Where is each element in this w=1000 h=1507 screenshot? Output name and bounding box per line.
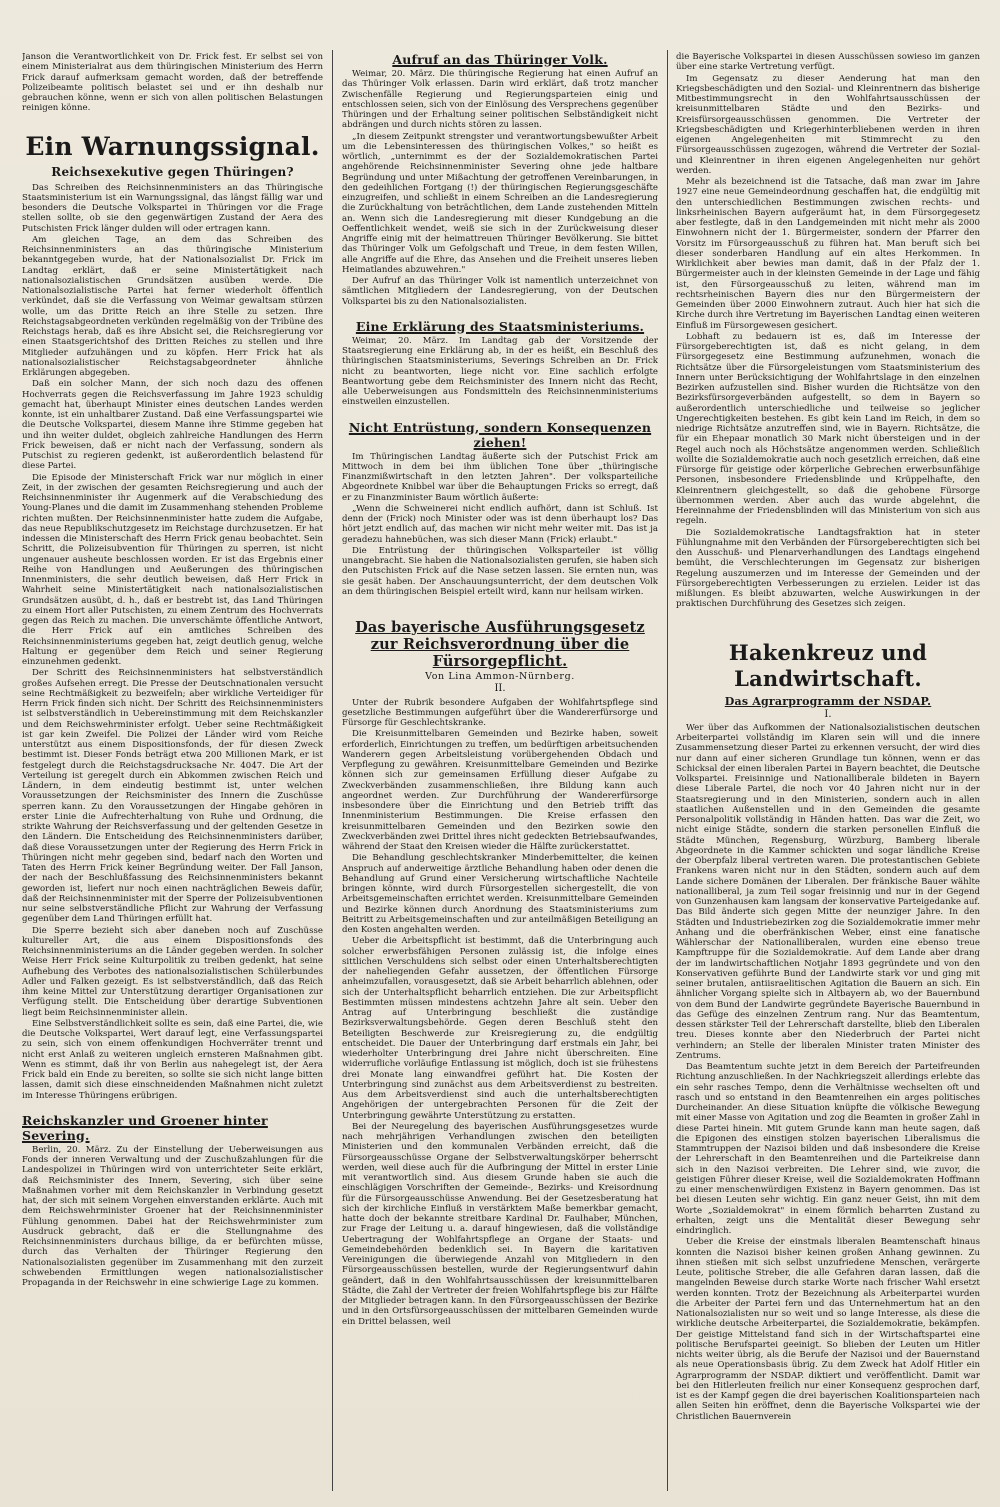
column-left: [22, 52, 323, 1487]
intro-paragraph: Janson die Verantwortlichkeit von Dr. Frick fest. Er selbst sei von einem Ministerialrat aus dem thüringischen Ministerium des Herrn Frick darauf aufmerksam gemacht worden, daß der betreffende Polizeibeamte politisch belastet sei und er ihn deshalb nur gebrauchen könne, wenn er sich von allen politischen Belastungen reinigen könne.: [22, 52, 323, 114]
headline-ausfuehrungsgesetz: Das bayerische Ausführungsgesetz zur Reichsverordnung über die Fürsorgepflicht.: [355, 619, 645, 670]
article-paragraph: Die Sperre bezieht sich aber daneben noch auf Zuschüsse kultureller Art, die aus einem Dispositionsfonds des Reichsinnenministeriums an die Länder gegeben werden. In solcher Weise Herr Frick seine Kulturpolitik zu treiben gedenkt, hat seine Aufhebung des Verbotes des nationalsozialistischen Schülerbundes Adler und Falken gezeigt. Es ist selbstverständlich, daß das Reich ihm keine Mittel zur Unterstützung derartiger Organisationen zur Verfügung stellt. Die Entscheidung über derartige Subventionen liegt beim Reichsinnenminister allein.: [22, 925, 323, 1018]
article-paragraph: „Wenn die Schweinerei nicht endlich aufhört, dann ist Schluß. Ist denn der (Frick) noch Minister oder was ist denn überhaupt los? Das hört jetzt endlich auf, das machen wir nicht mehr weiter mit. Das ist ja geradezu hahnebüchen, was sich dieser Mann (Frick) erlaubt.": [342, 503, 658, 545]
byline: Von Lina Ammon-Nürnberg.: [425, 671, 575, 682]
subheadline-agrarprogramm: Das Agrarprogramm der NSDAP.: [724, 694, 932, 708]
article-paragraph: Im Thüringischen Landtag äußerte sich der Putschist Frick am Mittwoch in dem bei ihm üblichen Tone über „thüringische Finanzmißwirtschaft in den letzten Jahren". Der volksparteiliche Abgeordnete Knibbel war über die Behauptungen Fricks so erregt, daß er zu Finanzminister Baum wörtlich äußerte:: [342, 451, 658, 503]
article-paragraph: Am gleichen Tage, an dem das Schreiben des Reichsinnenministers an das thüringische Ministerium bekanntgegeben wurde, hat der Nationalsozialist Dr. Frick im Landtag erklärt, daß er seine Ministertätigkeit nach nationalsozialistischen Grundsätzen ausüben werde. Die Nationalsozialistische Partei hat ferner wiederholt öffentlich verkündet, daß sie die Verfassung von Weimar gewaltsam stürzen wolle, um das Dritte Reich an ihre Stelle zu setzen. Ihre Reichstagsabgeordneten verkünden regelmäßig von der Tribüne des Reichstags herab, daß es ihre Absicht sei, die Reichsregierung vor einen Staatsgerichtshof des Dritten Reiches zu stellen und ihre Mitglieder aufzuhängen und zu köpfen. Herr Frick hat als nationalsozialistischer Reichstagsabgeordneter ähnliche Erklärungen abgegeben.: [22, 234, 323, 378]
article-paragraph: Die Entrüstung der thüringischen Volksparteiler ist völlig unangebracht. Sie haben die Nationalsozialisten gerufen, sie haben sich den Putschisten Frick auf die Nase setzen lassen. Sie ernten nun, was sie gesät haben. Der Anschauungsunterricht, der dem deutschen Volk an dem thüringischen Beispiel erteilt wird, kann nur heilsam wirken.: [342, 545, 658, 597]
headline-erklaerung: Eine Erklärung des Staatsministeriums.: [355, 318, 645, 334]
article-paragraph: Lobhaft zu bedauern ist es, daß im Interesse der Fürsorgeberechtigten ist, daß es nicht gelang, in dem Fürsorgegesetz eine Bestimmung aufzunehmen, wonach die Richtsätze über die Fürsorgeleistungen vom Staatsministerium des Innern unter Berücksichtigung der Wohlfahrtslage in den einzelnen Bezirken aufzustellen sind. Bisher wurden die Richtsätze von den Bezirksfürsorgeverbänden aufgestellt, so dem in Bayern so außerordentlich unterschiedliche und teilweise so jeglicher Ungerechtigkeiten bestehen. Es gibt kein Land im Reich, in dem so niedrige Richtsätze anzutreffen sind, wie in Bayern. Richtsätze, die für ein Ehepaar monatlich 30 Mark nicht übersteigen und in der Regel auch noch als Höchstsätze angenommen werden. Schließlich wollte die Sozialdemokratie auch noch gesetzlich erreichen, daß eine Fürsorge für geistige oder körperliche Gebrechen erwerbsunfähige Personen, insbesondere Friedensblinde und Krüppelhafte, den Kleinrentnern gleichgestellt, so daß die gehobene Fürsorge übernommen werden. Aber auch das wurde abgelehnt, die Hereinnahme der Friedensblinden will das Ministerium von sich aus regeln.: [676, 331, 980, 527]
column-right: [676, 52, 980, 1487]
article-paragraph: Die Sozialdemokratische Landtagsfraktion hat in steter Fühlungnahme mit den Verbänden der Fürsorgeberechtigten sich bei den Ausschuß- und Plenarverhandlungen des Landtags eingehend bemüht, die Verschlechterungen im Gegensatz zur bisherigen Regelung auszumerzen und im Interesse der Gemeinden und der Fürsorgeberechtigten Verbesserungen zu erzielen. Leider ist das mißlungen. Es bleibt abzuwarten, welche Auswirkungen in der praktischen Durchführung des Gesetzes sich zeigen.: [676, 527, 980, 610]
headline-aufruf: Aufruf an das Thüringer Volk.: [392, 52, 608, 67]
headline-konsequenzen: Nicht Entrüstung, sondern Konsequenzen ziehen!: [348, 419, 652, 450]
article-paragraph: Die Kreisunmittelbaren Gemeinden und Bezirke haben, soweit erforderlich, Einrichtungen zu treffen, um bedürftigen arbeitsuchenden Wanderern gegen Arbeitsleistung vorübergehenden Obdach und Verpflegung zu gewähren. Kreisunmittelbare Gemeinden und Bezirke können sich zur gemeinsamen Erfüllung dieser Aufgabe zu Zweckverbänden zusammenschließen, ihre Bildung kann auch angeordnet werden. Zur Durchführung der Wandererfürsorge insbesondere über die Einrichtung und den Betrieb trifft das Innenministerium Bestimmungen. Die Kreise erfassen den kreisunmittelbaren Gemeinden und den Bezirken sowie den Zweckverbänden zwei Drittel ihres nicht gedeckten Betriebsaufwandes, während der Staat den Kreisen wieder die Hälfte zurückerstattet.: [342, 729, 658, 852]
article-paragraph: Ueber die Arbeitspflicht ist bestimmt, daß die Unterbringung auch solcher erwerbsfähigen Personen zulässig ist, die infolge eines sittlichen Verschuldens sich selbst oder einen Unterhaltsberechtigten der naheliegenden Gefahr aussetzen, der öffentlichen Fürsorge anheimzufallen, vorausgesetzt, daß sie Arbeit beharrlich ablehnen, oder sich der Unterhaltspflicht beharrlich entziehen. Die zur Arbeitspflicht Bestimmten müssen mindestens achtzehn Jahre alt sein. Ueber den Antrag auf Unterbringung beschließt die zuständige Bezirksverwaltungsbehörde. Gegen deren Beschluß steht den Beteiligten Beschwerde zur Kreisregierung zu, die endgültig entscheidet. Die Dauer der Unterbringung darf erstmals ein Jahr, bei wiederholter Unterbringung drei Jahre nicht überschreiten. Eine widerrufliche vorläufige Entlassung ist möglich, doch ist sie frühestens drei Monate lang einwandfrei geführt hat. Die Kosten der Unterbringung sind zunächst aus dem Arbeitsverdienst zu bestreiten. Aus dem Arbeitsverdienst sind auch die unterhaltsberechtigten Angehörigen der untergebrachten Personen für die Zeit der Unterbringung gewährte Unterstützung zu erstatten.: [342, 936, 658, 1121]
headline-warnungssignal: Ein Warnungssignal.: [25, 131, 320, 161]
article-paragraph: Weimar, 20. März. Im Landtag gab der Vorsitzende der Staatsregierung eine Erklärung ab, in der es heißt, ein Beschluß des thüringischen Staatsministeriums, Severings Schreiben an Dr. Frick nicht zu beantworten, liege nicht vor. Eine sachlich erfolgte Beantwortung gebe dem Reichsminister des Innern nicht das Recht, alle Ueberweisungen aus Fondsmitteln des Reichsinnenministeriums einstweilen einzustellen.: [342, 335, 658, 408]
article-paragraph: Das Beamtentum suchte jetzt in dem Bereich der Parteifreunden Richtung anzuschließen. In der Nachkriegszeit allerdings erlebte das ein sehr rasches Tempo, denn die Verhältnisse wechselten oft und rasch und so entstand in den Beamtenreihen ein arges politisches Durcheinander. An diese Situation knüpfte die völkische Bewegung mit einer Masse von Agitation und zog die Beamten in großer Zahl in diese Partei hinein. Mit gutem Grunde kann man heute sagen, daß die Epigonen des einstigen stolzen bayerischen Liberalismus die Stammtruppen der Nazisoi bilden und daß insbesondere die Kreise der Lehrerschaft in den Beamtenreihen und die Parteikreise dann sich in den Nazisoi verbreiten. Die Lehrer sind, wie zuvor, die geistigen Führer dieser Kreise, weil die Sozialdemokraten Hoffmann zu einer menschenwürdigen Existenz in Bayern genommen. Das ist bei diesen Leuten sehr wichtig. Ein ganz neuer Geist, ihn mit dem Worte „Sozialdemokrat" in einem förmlich beharrten Zustand zu erhalten, zeigt uns die Mentalität dieser Bewegung sehr eindringlich.: [676, 1062, 980, 1236]
article-paragraph: Eine Selbstverständlichkeit sollte es sein, daß eine Partei, die, wie die Deutsche Volkspartei, Wert darauf legt, eine Verfassungspartei zu sein, sich von einem offenkundigen Hochverräter trennt und nicht erst Anlaß zu weiteren ungleich ernsteren Maßnahmen gibt. Wenn es stimmt, daß ihr von Berlin aus nahegelegt ist, der Aera Frick bald ein Ende zu bereiten, so sollte sie sich nicht lange bitten lassen, damit sich diese einschneidenden Maßnahmen nicht zuletzt im Interesse Thüringens erübrigen.: [22, 1018, 323, 1101]
article-paragraph: Die Episode der Ministerschaft Frick war nur möglich in einer Zeit, in der zwischen der gesamten Reichsregierung und auch der Reichsinnenminister ihr Augenmerk auf die Verabschiedung des Young-Planes und die damit im Zusammenhang stehenden Probleme richten mußten. Der Reichsinnenminister hatte zudem die Aufgabe, das neue Republikschutzgesetz im Reichstage durchzusetzen. Er hat indessen die Ministerschaft des Herrn Frick genau beobachtet. Sein Schritt, die Polizeisubvention für Thüringen zu sperren, ist nicht ungenauer ausheute beschlossen worden. Er ist das Ergebnis einer Reihe von Handlungen und Aeußerungen des thüringischen Innenministers, die sehr deutlich beweisen, daß Herr Frick in Wahrheit seine Ministertätigkeit nach nationalsozialistischen Grundsätzen ausübt, d. h., daß er bestrebt ist, das Land Thüringen zu einem Hort aller Putschisten, zu einem Zentrum des Hochverrats gegen das Reich zu machen. Die unverschämte öffentliche Antwort, die Herr Frick auf ein amtliches Schreiben des Reichsinnenministeriums gegeben hat, zeigt deutlich genug, welche Haltung er gegenüber dem Reich und seiner Regierung einzunehmen gedenkt.: [22, 472, 323, 667]
article-paragraph: Das Schreiben des Reichsinnenministers an das Thüringische Staatsministerium ist ein Warnungssignal, das längst fällig war und besonders die Deutsche Volkspartei in Thüringen vor die Frage stellen sollte, ob sie den gegenwärtigen Zustand der Aera des Putschisten Frick länger dulden will oder ertragen kann.: [22, 182, 323, 234]
article-paragraph: Bei der Neuregelung des bayerischen Ausführungsgesetzes wurde nach mehrjährigen Verhandlungen zwischen den beteiligten Ministerien und den kommunalen Verbänden erreicht, daß die Fürsorgeausschüsse Organe der Selbstverwaltungskörper beherrscht werden, weil diese auch für die Aufbringung der Mittel in erster Linie mit verantwortlich sind. Aus diesem Grunde haben sie auch die einschlägigen Vorschriften der Gemeinde-, Bezirks- und Kreisordnung für die Fürsorgeausschüsse Anwendung. Bei der Gesetzesberatung hat sich der kirchliche Einfluß in verstärktem Maße bemerkbar gemacht, hatte doch der bekannte streitbare Kardinal Dr. Faulhaber, München, zur Frage der Leitung u. a. darauf hingewiesen, daß die vollständige Uebertragung der Wohlfahrtspflege an Organe der Staats- und Gemeindebehörden bedenklich sei. In Bayern die karitativen Vereinigungen die überwiegende Anzahl von Mitgliedern in den Fürsorgeausschüssen bestellen, wurde der Regierungsentwurf dahin geändert, daß in den Wohlfahrtsausschüssen der kreisunmittelbaren Städte, die Zahl der Vertreter der freien Wohlfahrtspflege bis zur Hälfte der Mitglieder betragen kann. In den Fürsorgeausschüssen der Bezirke und in den Ortsfürsorgeausschüssen der mittelbaren Gemeinden wurde ein Drittel belassen, weil: [342, 1121, 658, 1327]
article-paragraph: Die Behandlung geschlechtskranker Minderbemittelter, die keinen Anspruch auf anderweitige ärztliche Behandlung haben oder denen die Behandlung auf Grund einer Versicherung wirtschaftliche Nachteile bringen könnte, wird durch Fürsorgestellen sichergestellt, die von Arbeitsgemeinschaften errichtet werden. Kreisunmittelbare Gemeinden und Bezirke können durch Anordnung des Staatsministeriums zum Beitritt zu Arbeitsgemeinschaften und zur anteilmäßigen Beteiligung an den Kosten angehalten werden.: [342, 853, 658, 935]
column-rule: [332, 50, 333, 1491]
article-paragraph: Daß ein solcher Mann, der sich noch dazu des offenen Hochverrats gegen die Reichsverfassung im Jahre 1923 schuldig gemacht hat, überhaupt Minister eines deutschen Landes werden konnte, ist ein unhaltbarer Zustand. Daß eine Verfassungspartei wie die Deutsche Volkspartei, diesem Manne ihre Stimme gegeben hat und ihn weiter duldet, obgleich zahlreiche Handlungen des Herrn Frick beweisen, daß er nicht nach der Verfassung, sondern als Putschist zu regieren gedenkt, ist außerordentlich belastend für diese Partei.: [22, 379, 323, 472]
article-paragraph: Ueber die Kreise der einstmals liberalen Beamtenschaft hinaus konnten die Nazisoi bisher keinen großen Anhang gewinnen. Zu ihnen stießen mit sich selbst unzufriedene Menschen, verärgerte Leute, politische Streber, die alle Gefahren daran lassen, daß die mangelnden Beweise durch starke Worte nach frischer Wahl ersetzt werden konnten. Trotz der Bezeichnung als Arbeiterpartei wurden die Arbeiter der Partei fern und das Unternehmertum hat an den Nationalsozialisten nur so weit und so lange Interesse, als diese die wirkliche deutsche Arbeiterpartei, die Sozialdemokratie, bekämpfen. Der geistige Mittelstand fand sich in der Wirtschaftspartei eine politische Berufspartei geeinigt. So blieben der Leuten um Hitler nichts weiter übrig, als die Berufe der Nazisoi und der Bauernstand als neue Operationsbasis übrig. Zu dem Zweck hat Adolf Hitler ein Agrarprogramm der NSDAP. diktiert und veröffentlicht. Damit war bei den Hitlerleuten freilich nur einer Konsequenz gesprochen darf, ist es der Kampf gegen die drei bayerischen Koalitionsparteien nach allen Seiten hin eröffnet, denn die Bayerische Volkspartei wie der Christlichen Bauernverein: [676, 1237, 980, 1422]
article-paragraph: Im Gegensatz zu dieser Aenderung hat man den Kriegsbeschädigten und den Sozial- und Kleinrentnern das bisherige Mitbestimmungsrecht in den Wohlfahrtsausschüssen der kreisunmittelbaren Städte und den Bezirks- und Kreisfürsorgeausschüssen genommen. Die Vertreter der Kriegsbeschädigten und Kriegerhinterbliebenen werden in ihren eigenen Angelegenheiten mit Stimmrecht zu den Fürsorgeausschüssen zugezogen, während die Vertreter der Sozial- und Kleinrentner in ihren eigenen Angelegenheiten nur gehört werden.: [676, 73, 980, 176]
column-middle: [342, 52, 658, 1487]
article-paragraph: „In diesem Zeitpunkt strengster und verantwortungsbewußter Arbeit um die Lebensinteressen des thüringischen Volkes," so heißt es wörtlich, „unternimmt es der der Sozialdemokratischen Partei angehörende Reichsinnenminister Severing ohne jede haltbare Begründung und unter Mißachtung der getroffenen Vereinbarungen, in den gedeihlichen Fortgang (!) der thüringischen Regierungsgeschäfte einzugreifen, und schließt in einem Schreiben an die Landesregierung die Zurückhaltung von beträchtlichen, dem Lande zustehenden Mitteln an. Wenn sich die Landesregierung mit dieser Kundgebung an die Oeffentlichkeit wendet, weiß sie sich in der Zurückweisung dieser Angriffe einig mit der heimattreuen Thüringer Bevölkerung. Sie bittet das Thüringer Volk um Gefolgschaft und Treue, in dem festen Willen, alle Angriffe auf die Ehre, das Ansehen und die Freiheit unseres lieben Heimatlandes abzuwehren.": [342, 131, 658, 275]
article-paragraph: Der Schritt des Reichsinnenministers hat selbstverständlich großes Aufsehen erregt. Die Presse der Deutschnationalen versucht seine Rechtmäßigkeit zu bezweifeln; aber wirkliche Verteidiger für Herrn Frick finden sich nicht. Der Schritt des Reichsinnenministers ist selbstverständlich in Uebereinstimmung mit dem Reichskanzler und dem Reichswehrminister erfolgt. Ueber seine Rechtmäßigkeit ist gar kein Zweifel. Die Polizei der Länder wird vom Reiche unterstützt aus einem Dispositionsfonds, der für diesen Zweck bestimmt ist. Dieser Fonds beträgt etwa 200 Millionen Mark, er ist festgelegt durch die Reichstagsdrucksache Nr. 4047. Die Art der Verteilung ist geregelt durch ein Abkommen zwischen Reich und Ländern, in dem eindeutig bestimmt ist, unter welchen Voraussetzungen der Reichsminister des Innern die Zuschüsse sperren kann. Zu den Voraussetzungen der Hingabe gehören in erster Linie die Aufrechterhaltung von Ruhe und Ordnung, die strikte Wahrung der Reichsverfassung und der geltenden Gesetze in den Ländern. Die Entscheidung des Reichsinnenministers darüber, daß diese Voraussetzungen unter der Regierung des Herrn Frick in Thüringen nicht mehr gegeben sind, bedarf nach den Worten und Taten des Herrn Frick keiner Begründung weiter. Der Fall Janson, der nach der Beschlußfassung des Reichsinnenministers bekannt geworden ist, liefert nur noch einen nachträglichen Beweis dafür, daß der Reichsinnenminister mit der Sperre der Polizeisubventionen nur seine selbstverständliche Pflicht zur Wahrung der Verfassung gegenüber dem Land Thüringen erfüllt hat.: [22, 668, 323, 925]
column-rule: [667, 50, 668, 1491]
article-paragraph: Berlin, 20. März. Zu der Einstellung der Ueberweisungen aus Fonds der inneren Verwaltung und der Zuschußzahlungen für die Landespolizei in Thüringen wird von unterrichteter Seite erklärt, daß Reichsminister des Innern, Severing, sich über seine Maßnahmen vorher mit dem Reichskanzler in Verbindung gesetzt hat, der sich mit seinem Vorgehen einverstanden erklärte. Auch mit dem Reichswehrminister Groener hat der Reichsinnenminister Fühlung genommen. Dabei hat der Reichswehrminister zum Ausdruck gebracht, daß er die Stellungnahme des Reichsinnenministers durchaus billige, da er befürchten müsse, durch das Verhalten der Thüringer Regierung den Nationalsozialisten gegenüber im Zusammenhang mit den zurzeit schwebenden Ermittlungen wegen nationalsozialistischer Propaganda in der Reichswehr in eine schwierige Lage zu kommen.: [22, 1144, 323, 1288]
article-paragraph: die Bayerische Volkspartei in diesen Ausschüssen sowieso im ganzen über eine starke Vertretung verfügt.: [676, 52, 980, 73]
article-paragraph: Wer über das Aufkommen der Nationalsozialistischen deutschen Arbeiterpartei vollständig im Klaren sein will und die innere Zusammensetzung dieser Partei zu erkennen versucht, der wird dies nur dann auf einer sicheren Grundlage tun können, wenn er das Schicksal der einen liberalen Partei in Bayern beachtet, die Deutsche Volkspartei. Freisinnige und Nationalliberale bildeten in Bayern diese Liberale Partei, die noch vor 40 Jahren nicht nur in der Staatsregierung und in den Ministerien, sondern auch in allen staatlichen Außenstellen und in den Gemeinden die gesamte Personalpolitik vollständig in Händen hatten. Das war die Zeit, wo nicht einige Städte, sondern die starken personellen Einfluß die Städte München, Regensburg, Würzburg, Bamberg liberale Abgeordnete in die Kammer schickten und sogar ländliche Kreise der Oberpfalz liberal vertreten waren. Die protestantischen Gebiete Frankens waren nicht nur in den Städten, sondern auch auf dem Lande sichere Domänen der Liberalen. Der fränkische Bauer wählte nationalliberal, ja zum Teil sogar freisinnig und nur in der Gegend von Gunzenhausen kam langsam der konservative Parteigedanke auf. Das Bild änderte sich gegen Mitte der neunziger Jahre. In den Städten und Industriebezirken zog die Sozialdemokratie immer mehr Anhang und die oberfränkischen Weber, einst eine fanatische Wählerschar der Nationalliberalen, wurden eine ebenso treue Kampftruppe für die Sozialdemokratie. Auf dem Lande aber drang der im landwirtschaftlichen Notjahr 1893 gegründete und von den Konservativen geführte Bund der Landwirte stark vor und ging mit seiner brutalen, antiisraelitischen Agitation die Bauern an sich. Ein ähnlicher Vorgang spielte sich in Altbayern ab, wo der Bauernbund von dem Bund der Landwirte gegründete Bayerische Bauernbund in das Gefüge des einzelnen Zentrum rang. Nur das Beamtentum, dessen stärkster Teil der Lehrerschaft darstellte, blieb den Liberalen treu. Dieses konnte aber den Niederbruch der Partei nicht verhindern; an Stelle der liberalen Minister traten Minister des Zentrums.: [676, 722, 980, 1061]
article-paragraph: Der Aufruf an das Thüringer Volk ist namentlich unterzeichnet von sämtlichen Mitgliedern der Landesregierung, von der Deutschen Volkspartei bis zu den Nationalsozialisten.: [342, 276, 658, 307]
headline-hakenkreuz: Hakenkreuz und Landwirtschaft.: [728, 639, 928, 691]
headline-reichskanzler-groener: Reichskanzler und Groener hinter Severing.: [22, 1112, 268, 1143]
article-paragraph: Weimar, 20. März. Die thüringische Regierung hat einen Aufruf an das Thüringer Volk erlassen. Darin wird erklärt, daß trotz mancher Zwischenfälle Regierung und Regierungsparteien einig und entschlossen seien, sich von der Einlösung des Versprechens gegenüber Thüringen und der Erhaltung seiner politischen Selbständigkeit nicht abdrängen und durch nichts stören zu lassen.: [342, 69, 658, 131]
article-paragraph: Unter der Rubrik besondere Aufgaben der Wohlfahrtspflege sind gesetzliche Bestimmungen aufgeführt über die Wandererfürsorge und Fürsorge für Geschlechtskranke.: [342, 697, 658, 728]
part-numeral: II.: [494, 683, 506, 695]
subheadline-reichsexekutive: Reichsexekutive gegen Thüringen?: [51, 164, 294, 179]
article-paragraph: Mehr als bezeichnend ist die Tatsache, daß man zwar im Jahre 1927 eine neue Gemeindeordnung geschaffen hat, die endgültig mit den unterschiedlichen Bestimmungen zwischen rechts- und linksrheinischen Bayern aufgeräumt hat, in dem Fürsorgegesetz aber festlegte, daß in den Landgemeinden mit nicht mehr als 2000 Einwohnern nicht der 1. Bürgermeister, sondern der Pfarrer den Vorsitz im Fürsorgeausschuß zu führen hat. Man beruft sich bei dieser sonderbaren Handlung auf ein altes Herkommen. In Wirklichkeit aber bewies man damit, daß in der Pfalz der 1. Bürgermeister auch in der kleinsten Gemeinde in der Lage und fähig ist, den Fürsorgeausschuß zu leiten, während man im rechtsrheinischen Bayern dies nur den Bürgermeistern der Gemeinden über 2000 Einwohnern zutraut. Auch hier hat sich die Kirche durch ihre Vertretung im Bayerischen Landtag einen weiteren Einfluß im Fürsorgewesen gesichert.: [676, 177, 980, 331]
part-numeral: I.: [824, 708, 832, 720]
